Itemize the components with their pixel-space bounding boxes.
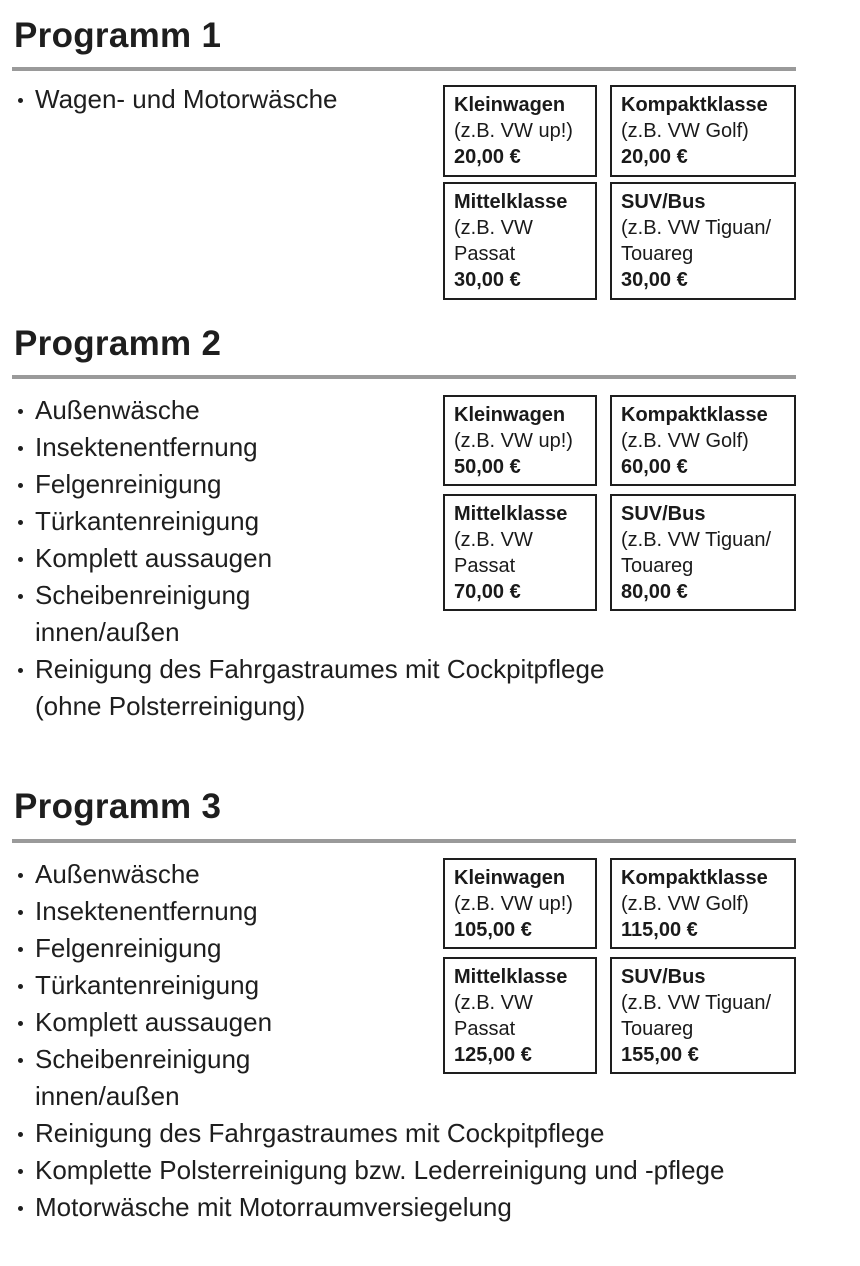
price-box-suv-bus [610, 494, 796, 611]
feature-item: Komplette Polsterreinigung bzw. Lederreinigung und -pflege [14, 1152, 724, 1189]
feature-item: Felgenreinigung [14, 466, 604, 503]
vehicle-example: (z.B. VW Golf) [621, 430, 749, 452]
price-value: 30,00 € [454, 269, 521, 291]
vehicle-class: Kompaktklasse [621, 404, 768, 426]
feature-item: Außenwäsche [14, 392, 604, 429]
section-divider [12, 67, 796, 71]
feature-item: Scheibenreinigung [14, 1041, 724, 1078]
vehicle-class: SUV/Bus [621, 503, 706, 525]
feature-item: Motorwäsche mit Motorraumversiegelung [14, 1189, 724, 1226]
feature-item: Reinigung des Fahrgastraumes mit Cockpitpflege [14, 651, 604, 688]
vehicle-class: Kleinwagen [454, 94, 566, 116]
price-value: 80,00 € [621, 581, 688, 603]
vehicle-class: Kleinwagen [454, 867, 566, 889]
price-value: 50,00 € [454, 456, 521, 478]
feature-item: Komplett aussaugen [14, 540, 604, 577]
price-box-mittelklasse [443, 494, 597, 611]
vehicle-example: (z.B. VW Passat [454, 217, 533, 265]
price-value: 105,00 € [454, 919, 532, 941]
feature-item: Komplett aussaugen [14, 1004, 724, 1041]
vehicle-example: (z.B. VW Tiguan/ Touareg [621, 992, 772, 1040]
vehicle-example: (z.B. VW Passat [454, 529, 533, 577]
section-divider [12, 839, 796, 843]
price-value: 30,00 € [621, 269, 688, 291]
feature-item: Wagen- und Motorwäsche [14, 81, 338, 118]
program-title: Programm 3 [14, 787, 222, 826]
price-value: 20,00 € [454, 146, 521, 168]
price-box-kleinwagen [443, 858, 597, 949]
vehicle-class: Mittelklasse [454, 503, 568, 525]
vehicle-example: (z.B. VW up!) [454, 430, 573, 452]
program-title: Programm 2 [14, 324, 222, 363]
vehicle-example: (z.B. VW Golf) [621, 120, 749, 142]
price-box-suv-bus [610, 957, 796, 1074]
feature-item-continuation: innen/außen [35, 1081, 180, 1111]
vehicle-class: Kompaktklasse [621, 94, 768, 116]
feature-item: Außenwäsche [14, 856, 724, 893]
feature-item: Türkantenreinigung [14, 967, 724, 1004]
vehicle-example: (z.B. VW Tiguan/ Touareg [621, 217, 772, 265]
price-value: 125,00 € [454, 1044, 532, 1066]
feature-item: Insektenentfernung [14, 893, 724, 930]
feature-item-continuation: (ohne Polsterreinigung) [35, 691, 306, 721]
vehicle-class: Mittelklasse [454, 191, 568, 213]
section-divider [12, 375, 796, 379]
feature-item-continuation: innen/außen [35, 617, 180, 647]
vehicle-class: Kompaktklasse [621, 867, 768, 889]
price-value: 20,00 € [621, 146, 688, 168]
price-box-suv-bus [610, 182, 796, 300]
price-box-kleinwagen [443, 395, 597, 486]
feature-item: Scheibenreinigung [14, 577, 604, 614]
feature-item: Türkantenreinigung [14, 503, 604, 540]
price-value: 115,00 € [621, 919, 698, 941]
feature-item: Reinigung des Fahrgastraumes mit Cockpitpflege [14, 1115, 724, 1152]
feature-item: Felgenreinigung [14, 930, 724, 967]
vehicle-example: (z.B. VW Passat [454, 992, 533, 1040]
vehicle-class: SUV/Bus [621, 191, 706, 213]
program-title: Programm 1 [14, 16, 222, 55]
vehicle-class: Mittelklasse [454, 966, 568, 988]
vehicle-class: Kleinwagen [454, 404, 566, 426]
price-value: 60,00 € [621, 456, 688, 478]
price-box-mittelklasse [443, 957, 597, 1074]
price-box-kompaktklasse [610, 858, 796, 949]
price-value: 155,00 € [621, 1044, 699, 1066]
vehicle-class: SUV/Bus [621, 966, 706, 988]
price-box-kleinwagen [443, 85, 597, 177]
vehicle-example: (z.B. VW Tiguan/ Touareg [621, 529, 772, 577]
vehicle-example: (z.B. VW up!) [454, 893, 573, 915]
vehicle-example: (z.B. VW Golf) [621, 893, 749, 915]
price-box-kompaktklasse [610, 85, 796, 177]
price-box-kompaktklasse [610, 395, 796, 486]
feature-list [14, 81, 338, 118]
price-value: 70,00 € [454, 581, 521, 603]
feature-item: Insektenentfernung [14, 429, 604, 466]
vehicle-example: (z.B. VW up!) [454, 120, 573, 142]
price-box-mittelklasse [443, 182, 597, 300]
